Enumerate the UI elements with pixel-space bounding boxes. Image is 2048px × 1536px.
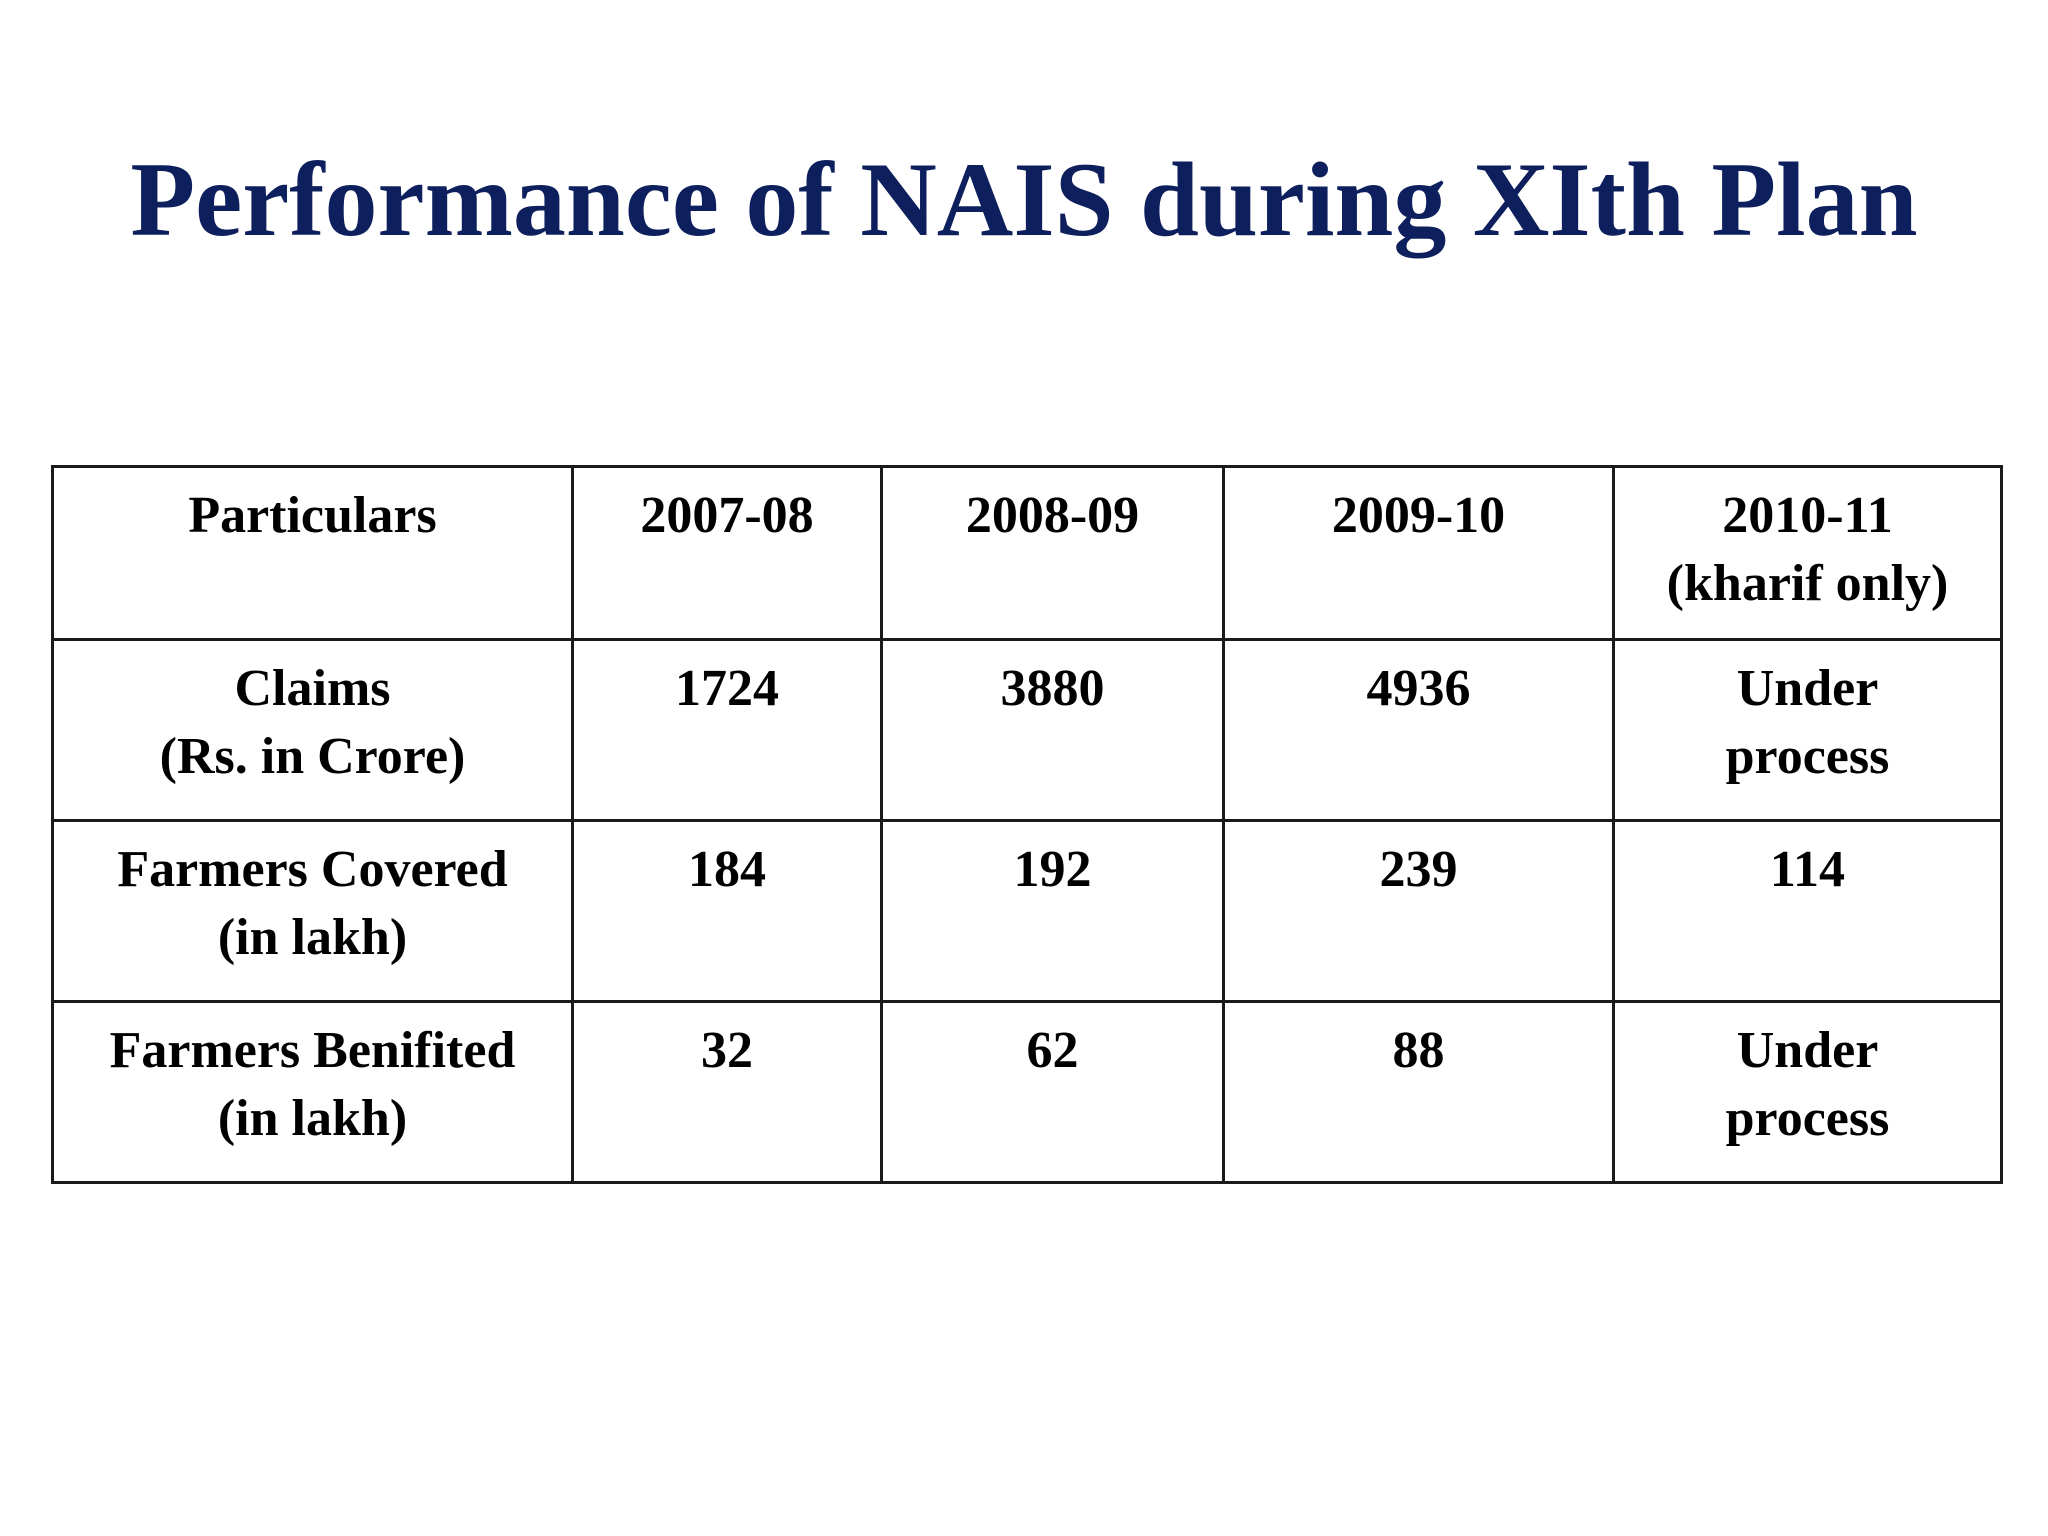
table-row-farmers-covered: [53, 821, 2002, 1002]
header-2010-11: 2010-11 (kharif only): [1614, 467, 2002, 640]
table-cell: 62: [882, 1002, 1224, 1183]
table-cell: 1724: [573, 640, 882, 821]
slide-title: Performance of NAIS during XIth Plan: [130, 141, 1918, 258]
table-cell: 239: [1224, 821, 1614, 1002]
row-label-claims: Claims (Rs. in Crore): [53, 640, 573, 821]
table-cell: 114: [1614, 821, 2002, 1002]
header-2007-08: 2007-08: [573, 467, 882, 640]
header-2009-10: 2009-10: [1224, 467, 1614, 640]
table-cell: Under process: [1614, 640, 2002, 821]
table-row-farmers-benifited: [53, 1002, 2002, 1183]
performance-table: [51, 465, 2003, 1184]
row-label-farmers-covered: Farmers Covered (in lakh): [53, 821, 573, 1002]
row-label-farmers-benifited: Farmers Benifited (in lakh): [53, 1002, 573, 1183]
table-cell: 184: [573, 821, 882, 1002]
header-2008-09: 2008-09: [882, 467, 1224, 640]
table-cell: 3880: [882, 640, 1224, 821]
table-cell: 88: [1224, 1002, 1614, 1183]
table-header-row: [53, 467, 2002, 640]
table-row-claims: [53, 640, 2002, 821]
header-particulars: Particulars: [53, 467, 573, 640]
table-cell: 192: [882, 821, 1224, 1002]
table-cell: 32: [573, 1002, 882, 1183]
table-cell: 4936: [1224, 640, 1614, 821]
table-cell: Under process: [1614, 1002, 2002, 1183]
